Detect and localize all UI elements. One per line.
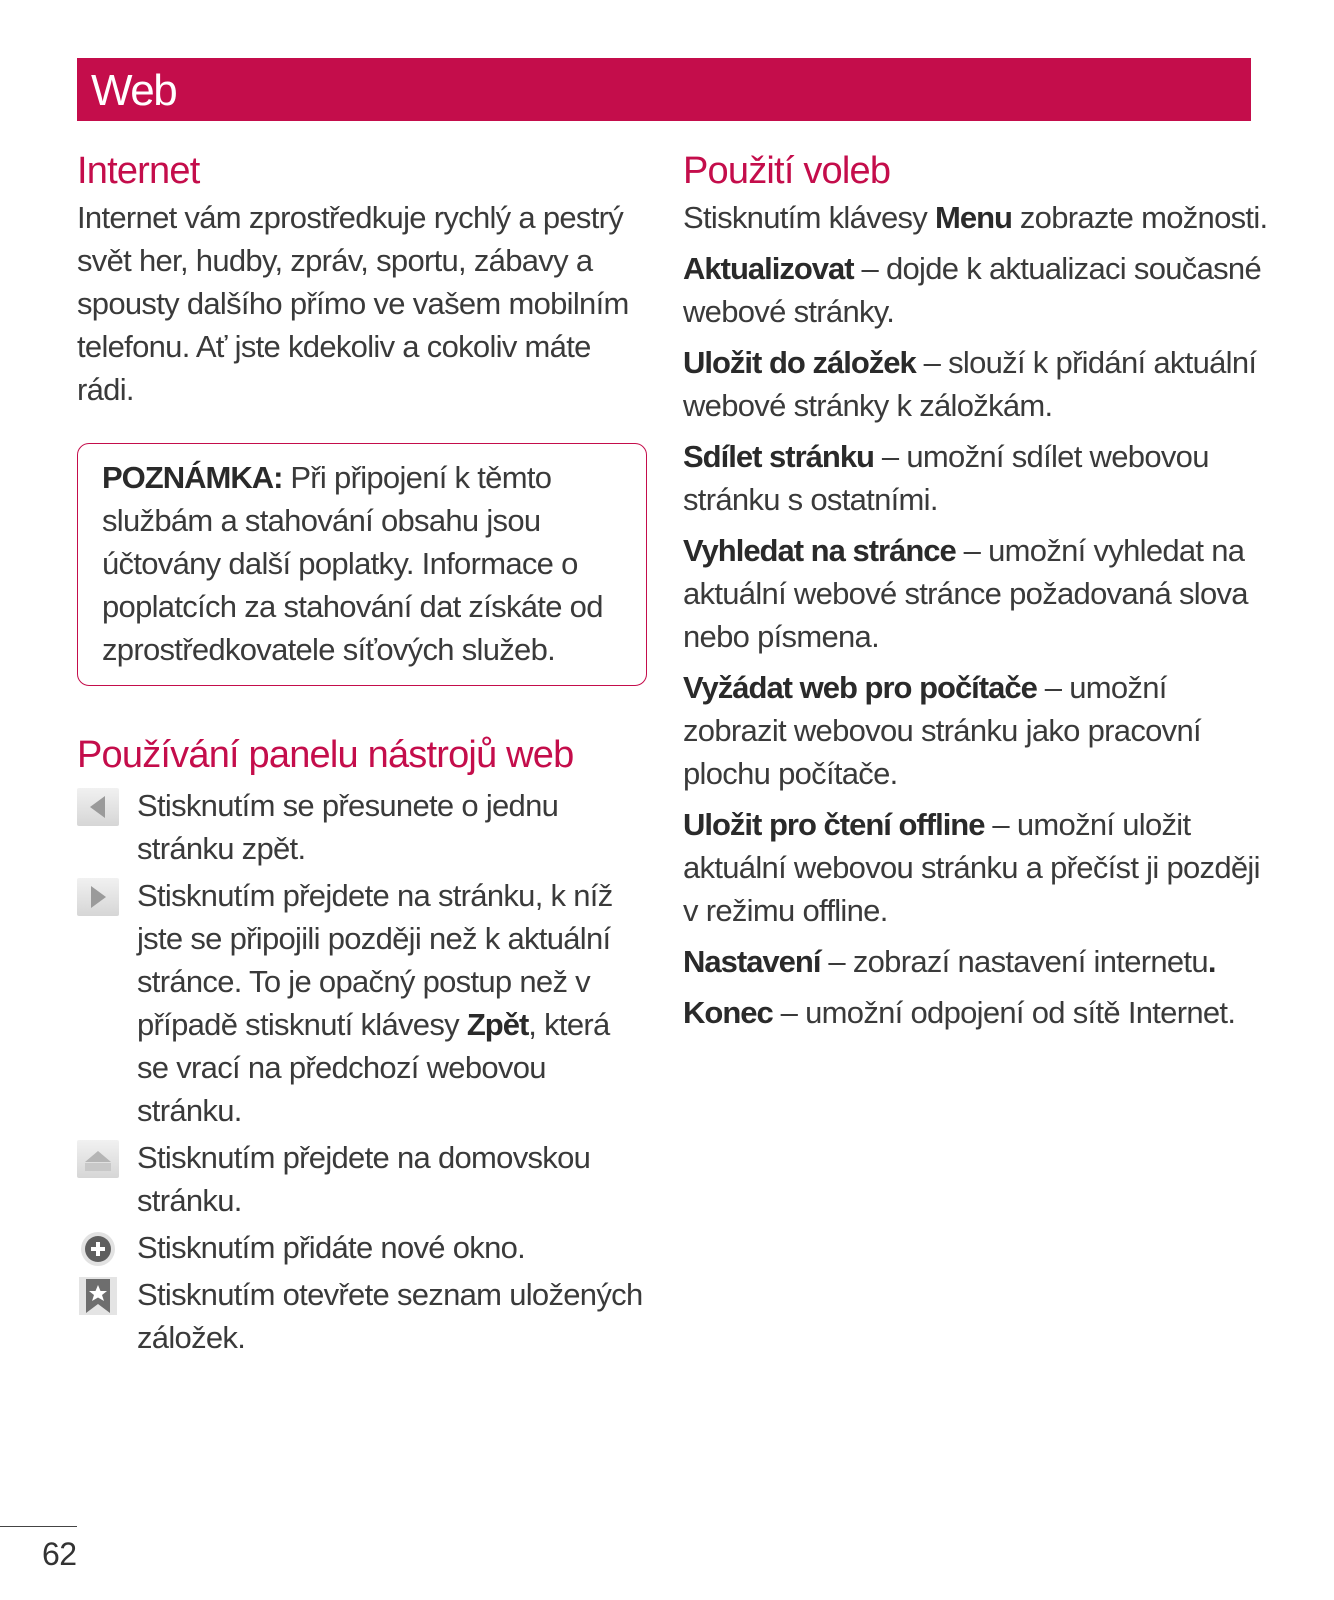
option-refresh xyxy=(683,247,1273,333)
right-column xyxy=(683,148,1273,1042)
toolbar-item-text: Stisknutím otevřete seznam uložených záložek. xyxy=(137,1277,643,1355)
note-label: POZNÁMKA: xyxy=(102,460,283,495)
forward-arrow-icon xyxy=(77,878,119,916)
option-term: Uložit do záložek xyxy=(683,345,916,380)
note-body: Při připojení k těmto službám a stahování obsahu jsou účtovány další poplatky. Informace o poplatcích za stahování dat získáte od zprostředkovatele síťových služeb. xyxy=(102,460,603,667)
note-text xyxy=(102,456,626,671)
option-term: Uložit pro čtení offline xyxy=(683,807,985,842)
back-key-label: Zpět xyxy=(466,1007,529,1042)
option-share-page xyxy=(683,435,1273,521)
page-number: 62 xyxy=(42,1536,77,1572)
option-term: Vyhledat na stránce xyxy=(683,533,956,568)
option-term: Sdílet stránku xyxy=(683,439,874,474)
option-find-on-page xyxy=(683,529,1273,658)
option-save-bookmark xyxy=(683,341,1273,427)
options-intro-part: Stisknutím klávesy xyxy=(683,200,936,235)
toolbar-item-text: Stisknutím přejdete na domovskou stránku. xyxy=(137,1140,591,1218)
option-desc: – umožní sdílet webovou stránku s ostatními. xyxy=(683,439,1209,517)
option-desc: – umožní odpojení od sítě Internet. xyxy=(772,995,1236,1030)
toolbar-item-new-window xyxy=(77,1226,647,1269)
option-desc: – umožní vyhledat na aktuální webové stránce požadovaná slova nebo písmena. xyxy=(683,533,1248,654)
option-desc: – zobrazí nastavení internetu xyxy=(820,944,1208,979)
toolbar-list xyxy=(77,784,647,1359)
section-header-bar xyxy=(77,58,1251,121)
footer-divider xyxy=(0,1526,77,1527)
option-term: Aktualizovat xyxy=(683,251,854,286)
toolbar-item-text: Stisknutím přidáte nové okno. xyxy=(137,1230,526,1265)
toolbar-item-text: Stisknutím se přesunete o jednu stránku zpět. xyxy=(137,788,559,866)
option-desc: – umožní zobrazit webovou stránku jako pracovní plochu počítače. xyxy=(683,670,1201,791)
option-term: Vyžádat web pro počítače xyxy=(683,670,1037,705)
menu-key-label: Menu xyxy=(935,200,1012,235)
toolbar-item-text-part: , která se vrací na předchozí webovou stránku. xyxy=(137,1007,610,1128)
option-term: Konec xyxy=(683,995,773,1030)
toolbar-item-home xyxy=(77,1136,647,1222)
internet-intro-text: Internet vám zprostředkuje rychlý a pestrý svět her, hudby, zpráv, sportu, zábavy a spousty dalšího přímo ve vašem mobilním telefonu. Ať jste kdekoliv a cokoliv máte rádi. xyxy=(77,200,629,407)
option-desc: – slouží k přidání aktuální webové stránky k záložkám. xyxy=(683,345,1257,423)
option-desc: – umožní uložit aktuální webovou stránku a přečíst ji později v režimu offline. xyxy=(683,807,1260,928)
option-request-desktop xyxy=(683,666,1273,795)
options-intro-part: zobrazte možnosti. xyxy=(1011,200,1268,235)
section-title: Web xyxy=(91,66,177,115)
option-save-offline xyxy=(683,803,1273,932)
toolbar-item-back xyxy=(77,784,647,870)
toolbar-item-forward xyxy=(77,874,647,1132)
toolbar-item-text-part: Stisknutím přejdete na stránku, k níž jste se připojili později než k aktuální stránce. To je opačný postup než v případě stisknutí klávesy xyxy=(137,878,613,1042)
options-heading: Použití voleb xyxy=(683,150,891,192)
options-intro xyxy=(683,196,1273,239)
option-term: Nastavení xyxy=(683,944,821,979)
option-exit xyxy=(683,991,1273,1034)
option-desc-end: . xyxy=(1207,944,1216,979)
toolbar-item-text xyxy=(137,874,647,1132)
toolbar-heading: Používání panelu nástrojů web xyxy=(77,734,574,776)
add-window-icon xyxy=(77,1230,119,1268)
option-desc: – dojde k aktualizaci současné webové stránky. xyxy=(683,251,1262,329)
option-settings xyxy=(683,940,1273,983)
toolbar-item-bookmarks xyxy=(77,1273,647,1359)
home-icon xyxy=(77,1140,119,1178)
back-arrow-icon xyxy=(77,788,119,826)
bookmark-icon xyxy=(77,1277,119,1315)
note-box xyxy=(77,443,647,686)
left-column xyxy=(77,148,647,1363)
internet-heading: Internet xyxy=(77,150,200,192)
